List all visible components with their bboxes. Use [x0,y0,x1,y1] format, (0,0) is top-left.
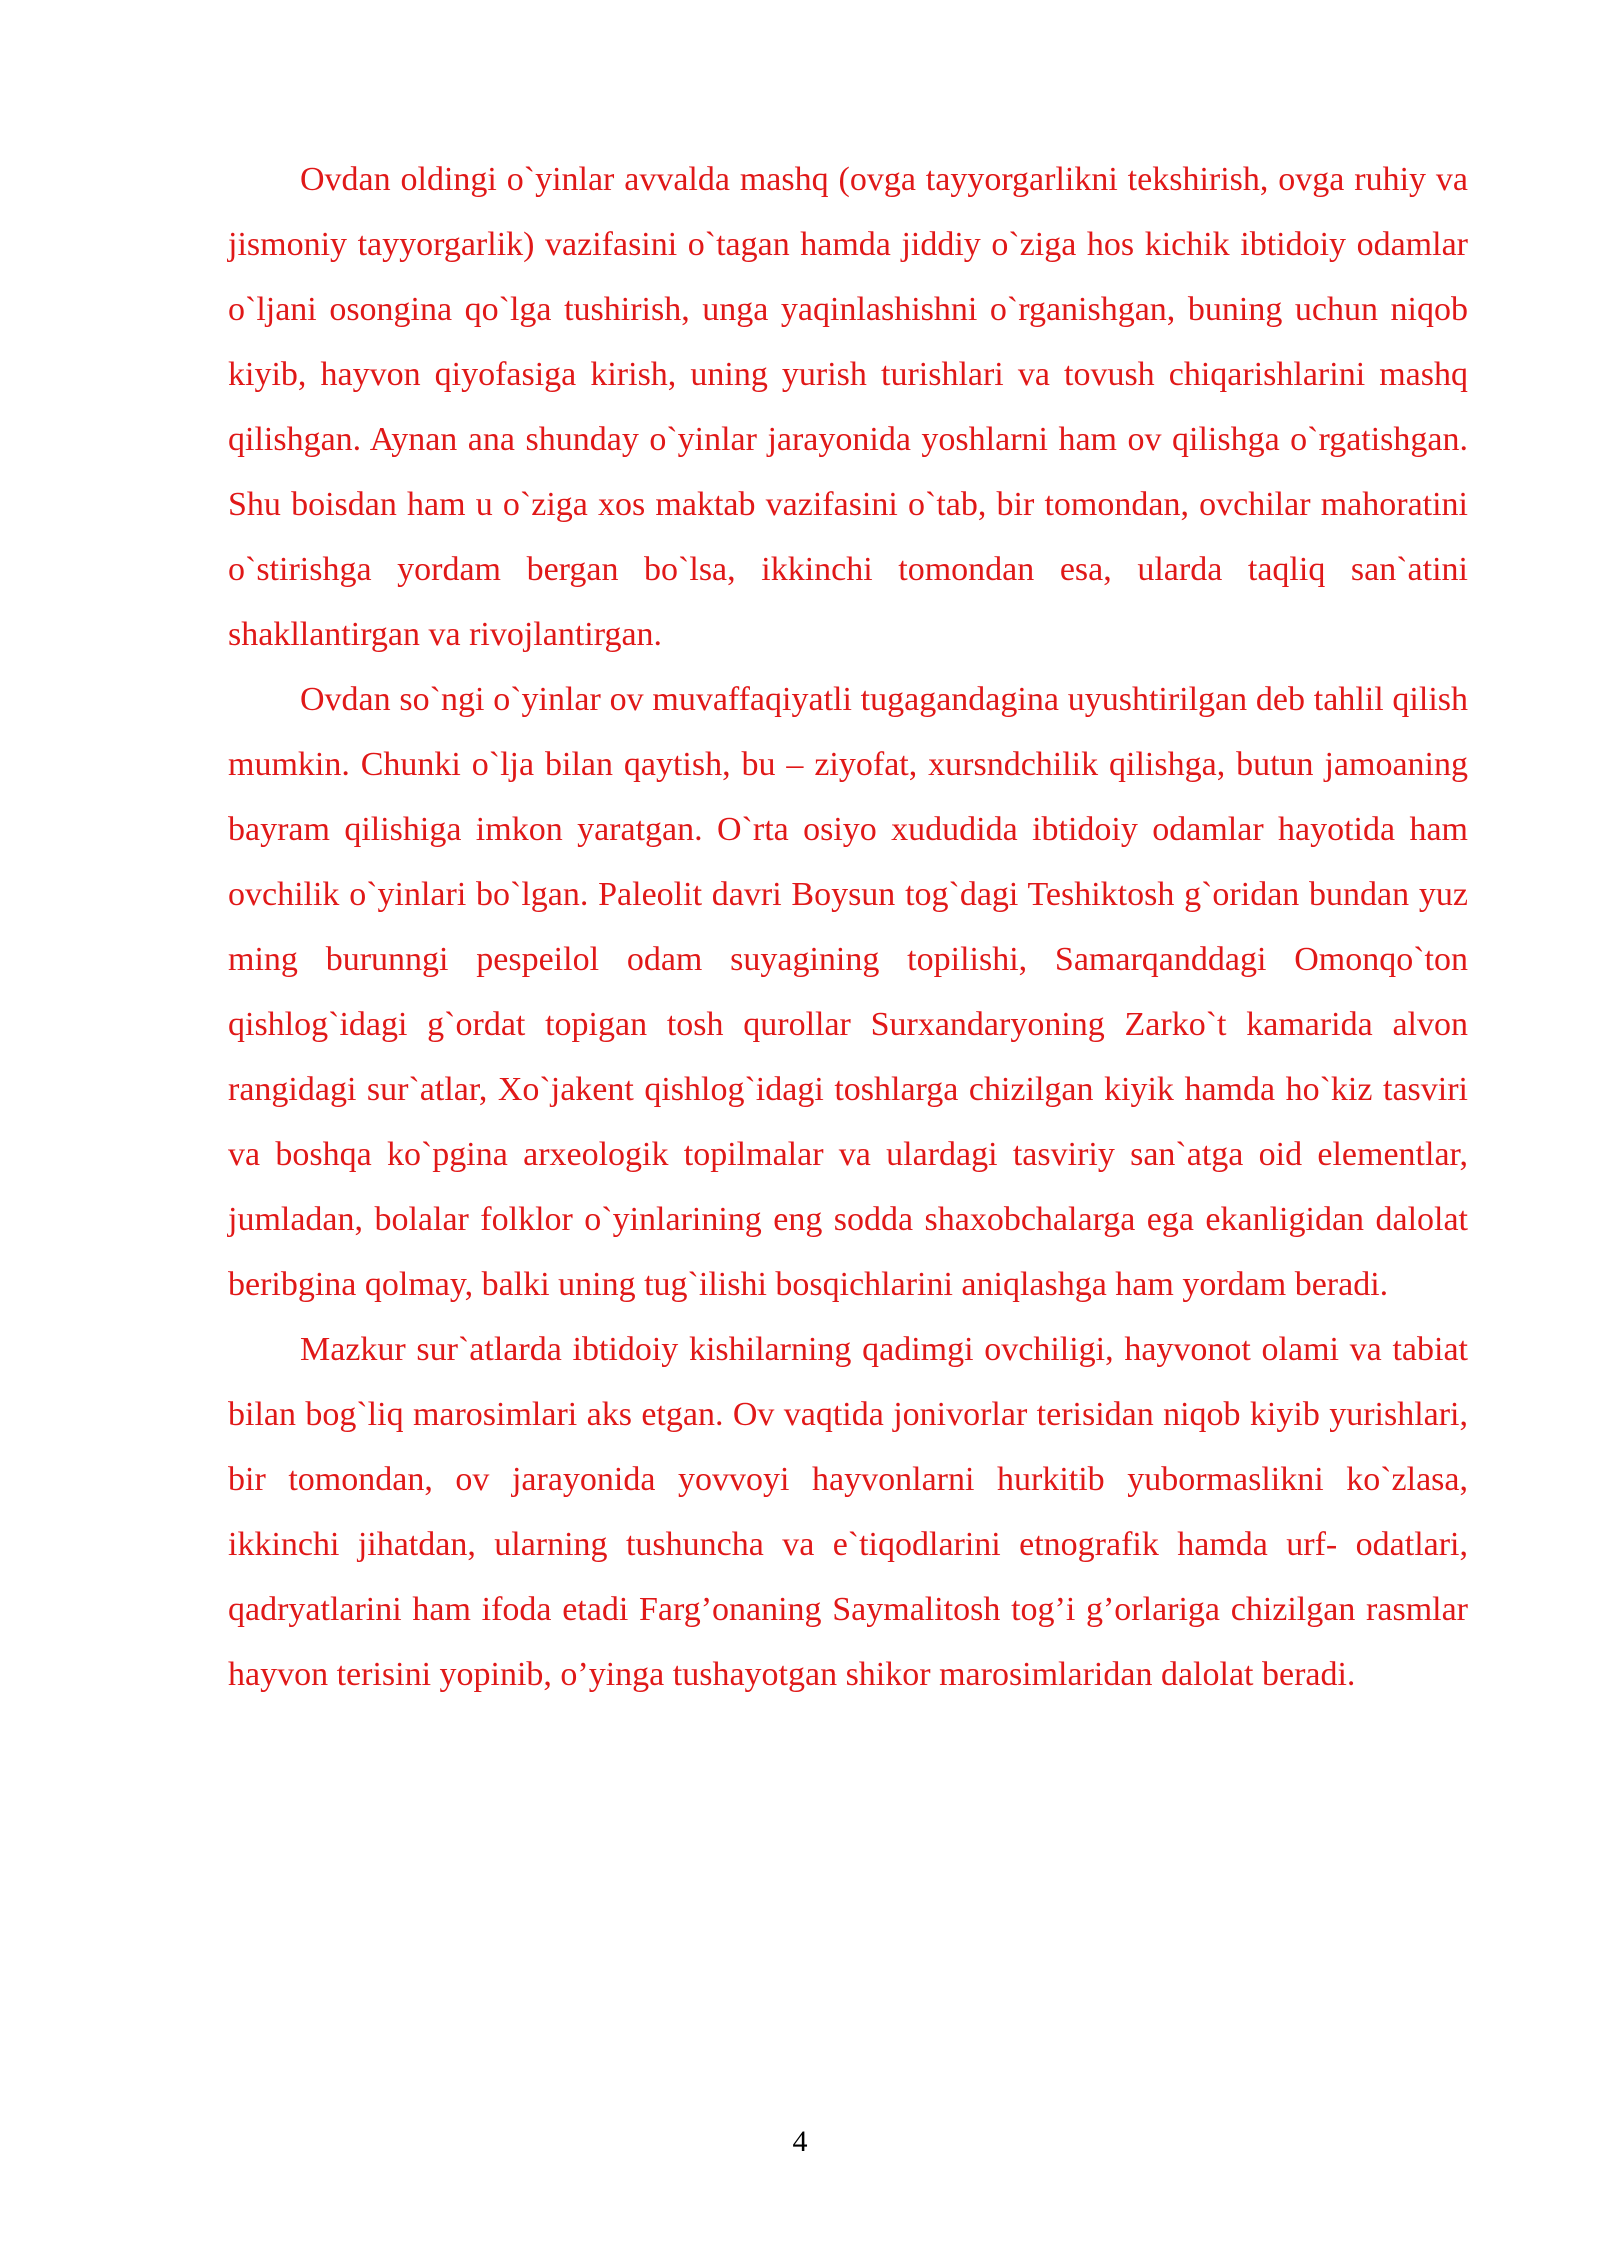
paragraph-3: Mazkur sur`atlarda ibtidoiy kishilarning qadimgi ovchiligi, hayvonot olami va tabiat bilan bog`liq marosimlari aks etgan. Ov vaqtida jonivorlar terisidan niqob kiyib yurishlari, bir tomondan, ov jarayonida yovvoyi hayvonlarni hurkitib yubormaslikni ko`zlasa, ikkinchi jihatdan, ularning tushuncha va e`tiqodlarini etnografik hamda urf- odatlari, qadryatlarini ham ifoda etadi Farg’onaning Saymalitosh tog’i g’orlariga chizilgan rasmlar hayvon terisini yopinib, o’yinga tushayotgan shikor marosimlaridan dalolat beradi. [228,1331,1468,1693]
paragraph-2: Ovdan so`ngi o`yinlar ov muvaffaqiyatli tugagandagina uyushtirilgan deb tahlil qilish mumkin. Chunki o`lja bilan qaytish, bu – ziyofat, xursndchilik qilishga, butun jamoaning bayram qilishiga imkon yaratgan. O`rta osiyo xududida ibtidoiy odamlar hayotida ham ovchilik o`yinlari bo`lgan. Paleolit davri Boysun tog`dagi Teshiktosh g`oridan bundan yuz ming burunngi pespeilol odam suyagining topilishi, Samarqanddagi Omonqo`ton qishlog`idagi g`ordat topigan tosh qurollar Surxandaryoning Zarko`t kamarida alvon rangidagi sur`atlar, Xo`jakent qishlog`idagi toshlarga chizilgan kiyik hamda ho`kiz tasviri va boshqa ko`pgina arxeologik topilmalar va ulardagi tasviriy san`atga oid elementlar, jumladan, bolalar folklor o`yinlarining eng sodda shaxobchalarga ega ekanligidan dalolat beribgina qolmay, balki uning tug`ilishi bosqichlarini aniqlashga ham yordam beradi. [228,681,1468,1303]
paragraph-1: Ovdan oldingi o`yinlar avvalda mashq (ovga tayyorgarlikni tekshirish, ovga ruhiy va jismoniy tayyorgarlik) vazifasini o`tagan hamda jiddiy o`ziga hos kichik ibtidoiy odamlar o`ljani osongina qo`lga tushirish, unga yaqinlashishni o`rganishgan, buning uchun niqob kiyib, hayvon qiyofasiga kirish, uning yurish turishlari va tovush chiqarishlarini mashq qilishgan. Aynan ana shunday o`yinlar jarayonida yoshlarni ham ov qilishga o`rgatishgan. Shu boisdan ham u o`ziga xos maktab vazifasini o`tab, bir tomondan, ovchilar mahoratini o`stirishga yordam bergan bo`lsa, ikkinchi tomondan esa, ularda taqliq san`atini shakllantirgan va rivojlantirgan. [228,161,1468,653]
body-text [228,147,1468,1707]
page-number: 4 [792,2125,808,2158]
